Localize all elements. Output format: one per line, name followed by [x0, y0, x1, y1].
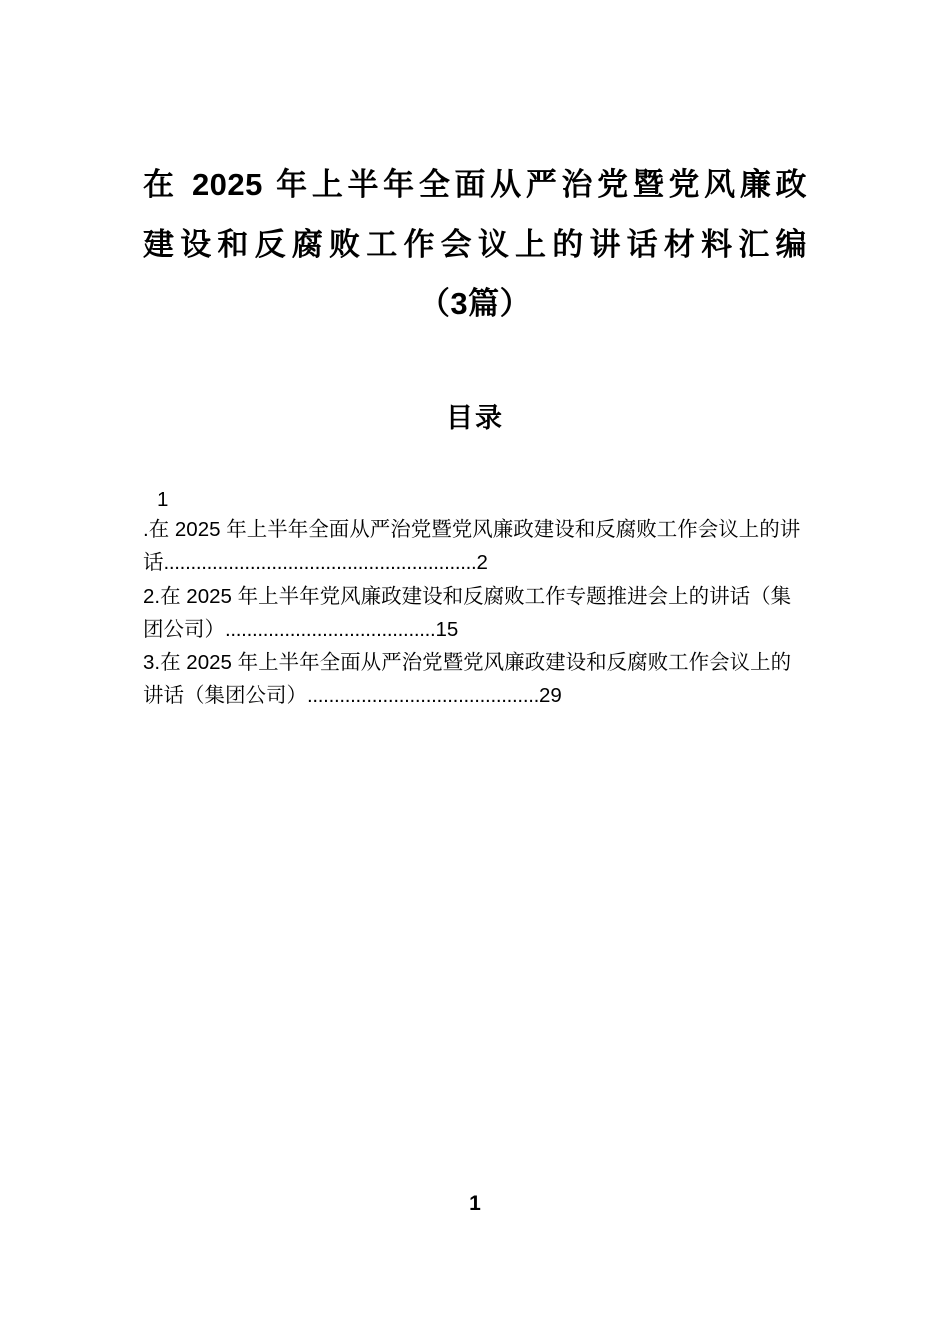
title-line-3: （3篇） [418, 286, 532, 322]
toc-entry-2-leader: ....................................... [225, 617, 436, 641]
toc-heading: 目录 [446, 402, 504, 433]
toc-entry-1-page: 2 [476, 551, 488, 575]
toc-entry-2[interactable] [143, 580, 807, 646]
title-line-1: 在 2025 年上半年全面从严治党暨党风廉政 [143, 167, 807, 202]
toc-entry-3-label: 3.在 2025 年上半年全面从严治党暨党风廉政建设和反腐败工作会议上的讲话（集团公司） [143, 651, 792, 708]
page-title [143, 0, 807, 334]
toc-entry-1[interactable] [143, 513, 807, 579]
toc-list [143, 435, 807, 713]
title-line-2: 建设和反腐败工作会议上的讲话材料汇编 [143, 226, 807, 262]
toc-entry-1-label: .在 2025 年上半年全面从严治党暨党风廉政建设和反腐败工作会议上的讲话 [143, 518, 801, 575]
toc-entry-1-leader: .......................................................... [163, 551, 477, 575]
toc-entry-3[interactable] [143, 646, 807, 712]
toc-entry-3-leader: ........................................... [307, 684, 540, 708]
page-number: 1 [469, 1192, 481, 1215]
toc-entry-3-page: 29 [539, 684, 562, 708]
toc-entry-1-number: 1 [157, 487, 169, 511]
toc-entry-2-label: 2.在 2025 年上半年党风廉政建设和反腐败工作专题推进会上的讲话（集团公司） [143, 584, 792, 641]
toc-entry-2-page: 15 [435, 617, 459, 641]
